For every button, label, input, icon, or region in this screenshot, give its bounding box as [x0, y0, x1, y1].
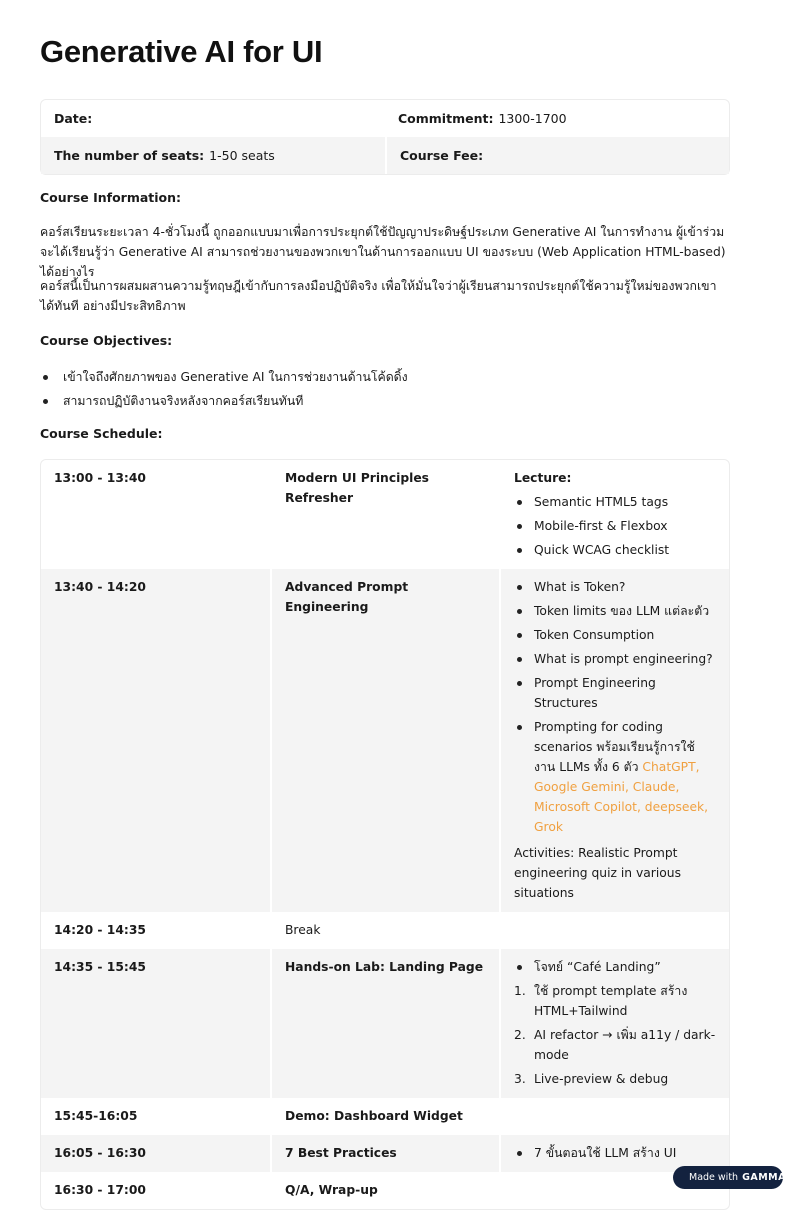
list-item — [514, 540, 716, 560]
commitment-label: Commitment: — [398, 111, 494, 126]
step-number: 2. — [514, 1028, 526, 1042]
bullet-icon — [517, 500, 522, 505]
topic-cell: Advanced Prompt Engineering — [270, 569, 499, 912]
fee-label: Course Fee: — [400, 148, 484, 163]
list-item — [514, 957, 716, 977]
objective-text: สามารถปฏิบัติงานจริงหลังจากคอร์สเรียนทันที — [63, 393, 304, 408]
step-text: AI refactor → เพิ่ม a11y / dark-mode — [534, 1028, 716, 1062]
table-row — [41, 1172, 729, 1209]
list-item — [40, 389, 408, 413]
bullet-icon — [517, 524, 522, 529]
step-number: 1. — [514, 984, 526, 998]
bullet-text: Prompt Engineering Structures — [534, 676, 656, 710]
detail-list — [514, 1143, 716, 1163]
detail-list — [514, 957, 716, 1089]
made-with-gamma-badge[interactable] — [673, 1166, 786, 1189]
topic-cell: Hands-on Lab: Landing Page — [270, 949, 499, 1098]
time-cell: 16:05 - 16:30 — [54, 1146, 146, 1160]
topic-cell: 7 Best Practices — [270, 1135, 499, 1172]
bullet-text: What is prompt engineering? — [534, 652, 713, 666]
time-cell: 16:30 - 17:00 — [54, 1183, 146, 1197]
course-info-heading: Course Information: — [40, 190, 182, 205]
time-cell: 15:45-16:05 — [54, 1109, 138, 1123]
seats-label: The number of seats: — [54, 148, 205, 163]
course-info-paragraph-1: คอร์สเรียนระยะเวลา 4-ชั่วโมงนี้ ถูกออกแบบมาเพื่อการประยุกต์ใช้ปัญญาประดิษฐ์ประเภท Generative AI ในการทำงาน ผู้เข้าร่วมจะได้เรียนรู้ว่า Generative AI สามารถช่วยงานของพวกเขาในด้านการออกแบบ UI ของระบบ (Web Application HTML-based) ได้อย่างไร — [40, 225, 726, 279]
bullet-text: Mobile-first & Flexbox — [534, 519, 668, 533]
bullet-text: 7 ขั้นตอนใช้ LLM สร้าง UI — [534, 1146, 677, 1160]
course-info-paragraph-2: คอร์สนี้เป็นการผสมผสานความรู้ทฤษฎีเข้ากับการลงมือปฏิบัติจริง เพื่อให้มั่นใจว่าผู้เรียนสามารถประยุกต์ใช้ความรู้ใหม่ของพวกเขาได้ทันที อย่างมีประสิทธิภาพ — [40, 279, 717, 313]
detail-cell — [499, 1098, 729, 1135]
list-item — [514, 516, 716, 536]
time-cell: 13:00 - 13:40 — [54, 471, 146, 485]
objectives-heading: Course Objectives: — [40, 333, 173, 348]
date-label: Date: — [54, 111, 93, 126]
list-item — [514, 492, 716, 512]
step-text: ใช้ prompt template สร้าง HTML+Tailwind — [534, 984, 688, 1018]
detail-heading: Lecture: — [514, 471, 572, 485]
objectives-list — [40, 365, 408, 413]
time-cell: 14:35 - 15:45 — [54, 960, 146, 974]
bullet-icon — [43, 399, 48, 404]
detail-list — [514, 577, 716, 837]
bullet-icon — [517, 965, 522, 970]
table-row — [41, 1135, 729, 1172]
table-row — [41, 912, 729, 949]
seats-cell — [41, 137, 385, 174]
step-number: 3. — [514, 1072, 526, 1086]
detail-cell — [499, 949, 729, 1098]
bullet-icon — [517, 633, 522, 638]
list-item — [514, 625, 716, 645]
schedule-heading: Course Schedule: — [40, 426, 163, 441]
list-item — [514, 673, 716, 713]
topic-cell: Q/A, Wrap-up — [285, 1183, 378, 1197]
bullet-text — [534, 717, 716, 837]
schedule-table — [40, 459, 730, 1210]
bullet-text: Token limits ของ LLM แต่ละตัว — [534, 604, 710, 618]
course-info-table — [40, 99, 730, 175]
topic-cell: Break — [285, 923, 321, 937]
topic-cell: Demo: Dashboard Widget — [285, 1109, 463, 1123]
list-item — [514, 1069, 716, 1089]
list-item — [514, 981, 716, 1021]
bullet-text-plain: Prompting for coding scenarios พร้อมเรียนรู้การใช้งาน LLMs ทั้ง 6 ตัว — [534, 720, 695, 774]
bullet-text: Semantic HTML5 tags — [534, 495, 669, 509]
list-item — [514, 1143, 716, 1163]
list-item — [514, 717, 716, 837]
time-cell: 14:20 - 14:35 — [54, 923, 146, 937]
table-row — [41, 1098, 729, 1135]
detail-cell — [499, 460, 729, 569]
commitment-cell — [385, 100, 729, 137]
llm-names-highlight: ChatGPT, Google Gemini, Claude, Microsoft Copilot, deepseek, Grok — [534, 760, 709, 834]
bullet-text: Token Consumption — [534, 628, 655, 642]
badge-text: Made with — [689, 1172, 739, 1183]
step-text: Live-preview & debug — [534, 1072, 669, 1086]
list-item — [514, 601, 716, 621]
bullet-text: โจทย์ “Café Landing” — [534, 960, 661, 974]
detail-cell — [499, 912, 729, 949]
table-row — [41, 569, 729, 912]
bullet-icon — [517, 609, 522, 614]
detail-list — [514, 492, 716, 560]
page-title: Generative AI for UI — [40, 34, 323, 69]
seats-value: 1-50 seats — [209, 148, 275, 163]
commitment-value: 1300-1700 — [498, 111, 567, 126]
list-item — [514, 649, 716, 669]
bullet-text: Quick WCAG checklist — [534, 543, 670, 557]
info-row — [41, 100, 729, 137]
list-item — [514, 577, 716, 597]
objective-text: เข้าใจถึงศักยภาพของ Generative AI ในการช่วยงานด้านโค้ดดิ้ง — [63, 369, 408, 384]
table-row — [41, 460, 729, 569]
topic-cell: Modern UI Principles Refresher — [285, 471, 429, 505]
time-cell: 13:40 - 14:20 — [54, 580, 146, 594]
gamma-logo: GAMMA — [742, 1172, 786, 1183]
bullet-icon — [517, 725, 522, 730]
bullet-icon — [517, 548, 522, 553]
bullet-text: What is Token? — [534, 580, 626, 594]
date-cell — [41, 100, 385, 137]
bullet-icon — [517, 681, 522, 686]
bullet-icon — [43, 375, 48, 380]
bullet-icon — [517, 585, 522, 590]
bullet-icon — [517, 1151, 522, 1156]
list-item — [40, 365, 408, 389]
bullet-icon — [517, 657, 522, 662]
activities-note: Activities: Realistic Prompt engineering quiz in various situations — [514, 846, 681, 900]
info-row — [41, 137, 729, 174]
detail-cell — [499, 569, 729, 912]
fee-cell — [385, 137, 729, 174]
table-row — [41, 949, 729, 1098]
list-item — [514, 1025, 716, 1065]
